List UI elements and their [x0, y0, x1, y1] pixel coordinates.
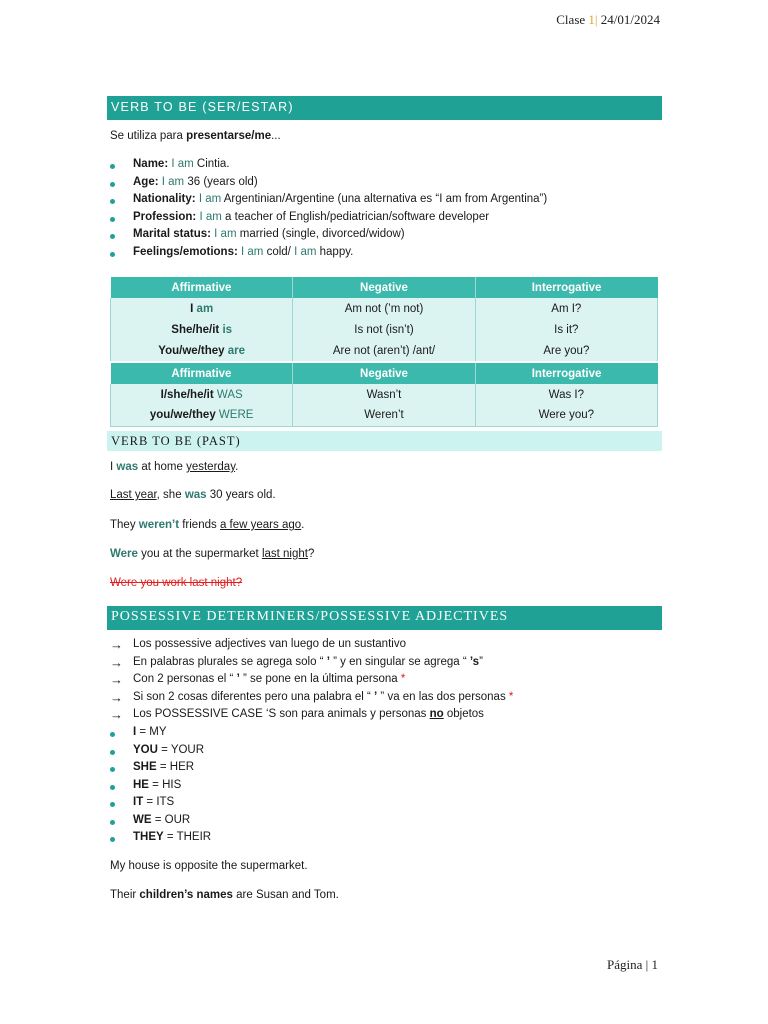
list-item: Name: I am Cintia.	[110, 158, 547, 176]
class-label: Clase	[556, 12, 586, 27]
possessive-rules-list	[110, 638, 513, 726]
table-row: I am Am not (’m not) Am I?	[111, 298, 658, 319]
table-header-row: Affirmative Negative Interrogative	[111, 363, 658, 384]
bullet-icon	[110, 199, 115, 204]
table-row: You/we/they are Are not (aren’t) /ant/ Are you?	[111, 340, 658, 361]
list-item: Marital status: I am married (single, divorced/widow)	[110, 228, 547, 246]
list-item: THEY = THEIR	[110, 831, 211, 849]
possessive-pairs-list	[110, 726, 211, 849]
list-item: HE = HIS	[110, 779, 211, 797]
table-header-row: Affirmative Negative Interrogative	[111, 277, 658, 298]
list-item: YOU = YOUR	[110, 744, 211, 762]
page-header	[0, 12, 660, 34]
uses-list	[110, 158, 547, 263]
section-title-possessive: POSSESSIVE DETERMINERS/POSSESSIVE ADJECTIVES	[107, 606, 662, 630]
table-row: you/we/they WERE Weren’t Were you?	[111, 405, 658, 426]
possessive-example-2: Their children’s names are Susan and Tom.	[110, 889, 339, 901]
list-item: IT = ITS	[110, 796, 211, 814]
list-item: → En palabras plurales se agrega solo “ ’ ” y en singular se agrega “ ’s”	[110, 654, 483, 670]
bullet-icon	[110, 837, 115, 842]
past-example-2: Last year, she was 30 years old.	[110, 489, 276, 501]
past-example-5-incorrect: Were you work last night?	[110, 577, 243, 589]
list-item: → Los possessive adjectives van luego de un sustantivo	[110, 637, 406, 652]
bullet-icon	[110, 182, 115, 187]
past-example-4: Were you at the supermarket last night?	[110, 548, 315, 560]
bullet-icon	[110, 732, 115, 737]
section-title-verb-to-be-past: VERB TO BE (PAST)	[107, 431, 662, 451]
past-example-1: I was at home yesterday.	[110, 461, 239, 473]
table-row: I/she/he/it WAS Wasn’t Was I?	[111, 384, 658, 405]
bullet-icon	[110, 750, 115, 755]
verb-to-be-present-table	[110, 277, 658, 361]
page-footer	[607, 957, 658, 973]
class-number: 1	[588, 12, 595, 27]
bullet-icon	[110, 802, 115, 807]
possessive-example-1: My house is opposite the supermarket.	[110, 860, 308, 872]
arrow-right-icon: →	[110, 672, 123, 687]
bullet-icon	[110, 164, 115, 169]
list-item: SHE = HER	[110, 761, 211, 779]
list-item: WE = OUR	[110, 814, 211, 832]
list-item: → Si son 2 cosas diferentes pero una palabra el “ ’ ” va en las dos personas *	[110, 689, 514, 705]
table-row: She/he/it is Is not (isn’t) Is it?	[111, 319, 658, 340]
arrow-right-icon: →	[110, 654, 123, 670]
arrow-right-icon: →	[110, 707, 123, 722]
page-label: Página	[607, 957, 643, 972]
header-date: 24/01/2024	[600, 12, 660, 27]
list-item: → Con 2 personas el “ ’ ” se pone en la última persona *	[110, 672, 406, 687]
footer-separator: |	[645, 957, 649, 972]
verb-to-be-past-table	[110, 363, 658, 427]
bullet-icon	[110, 234, 115, 239]
bullet-icon	[110, 252, 115, 257]
arrow-right-icon: →	[110, 689, 123, 705]
list-item: I = MY	[110, 726, 211, 744]
list-item: Feelings/emotions: I am cold/ I am happy.	[110, 246, 547, 264]
section-title-verb-to-be: VERB TO BE (SER/ESTAR)	[107, 96, 662, 120]
intro-line: Se utiliza para presentarse/me...	[110, 130, 281, 142]
bullet-icon	[110, 767, 115, 772]
bullet-icon	[110, 217, 115, 222]
page-number: 1	[651, 957, 658, 972]
list-item: Profession: I am a teacher of English/pediatrician/software developer	[110, 211, 547, 229]
bullet-icon	[110, 785, 115, 790]
list-item: Nationality: I am Argentinian/Argentine (una alternativa es “I am from Argentina”)	[110, 193, 547, 211]
header-separator: |	[594, 12, 598, 27]
list-item: → Los POSSESSIVE CASE ‘S son para animals y personas no objetos	[110, 707, 484, 722]
bullet-icon	[110, 820, 115, 825]
past-example-3: They weren’t friends a few years ago.	[110, 519, 305, 531]
arrow-right-icon: →	[110, 637, 123, 652]
list-item: Age: I am 36 (years old)	[110, 176, 547, 194]
